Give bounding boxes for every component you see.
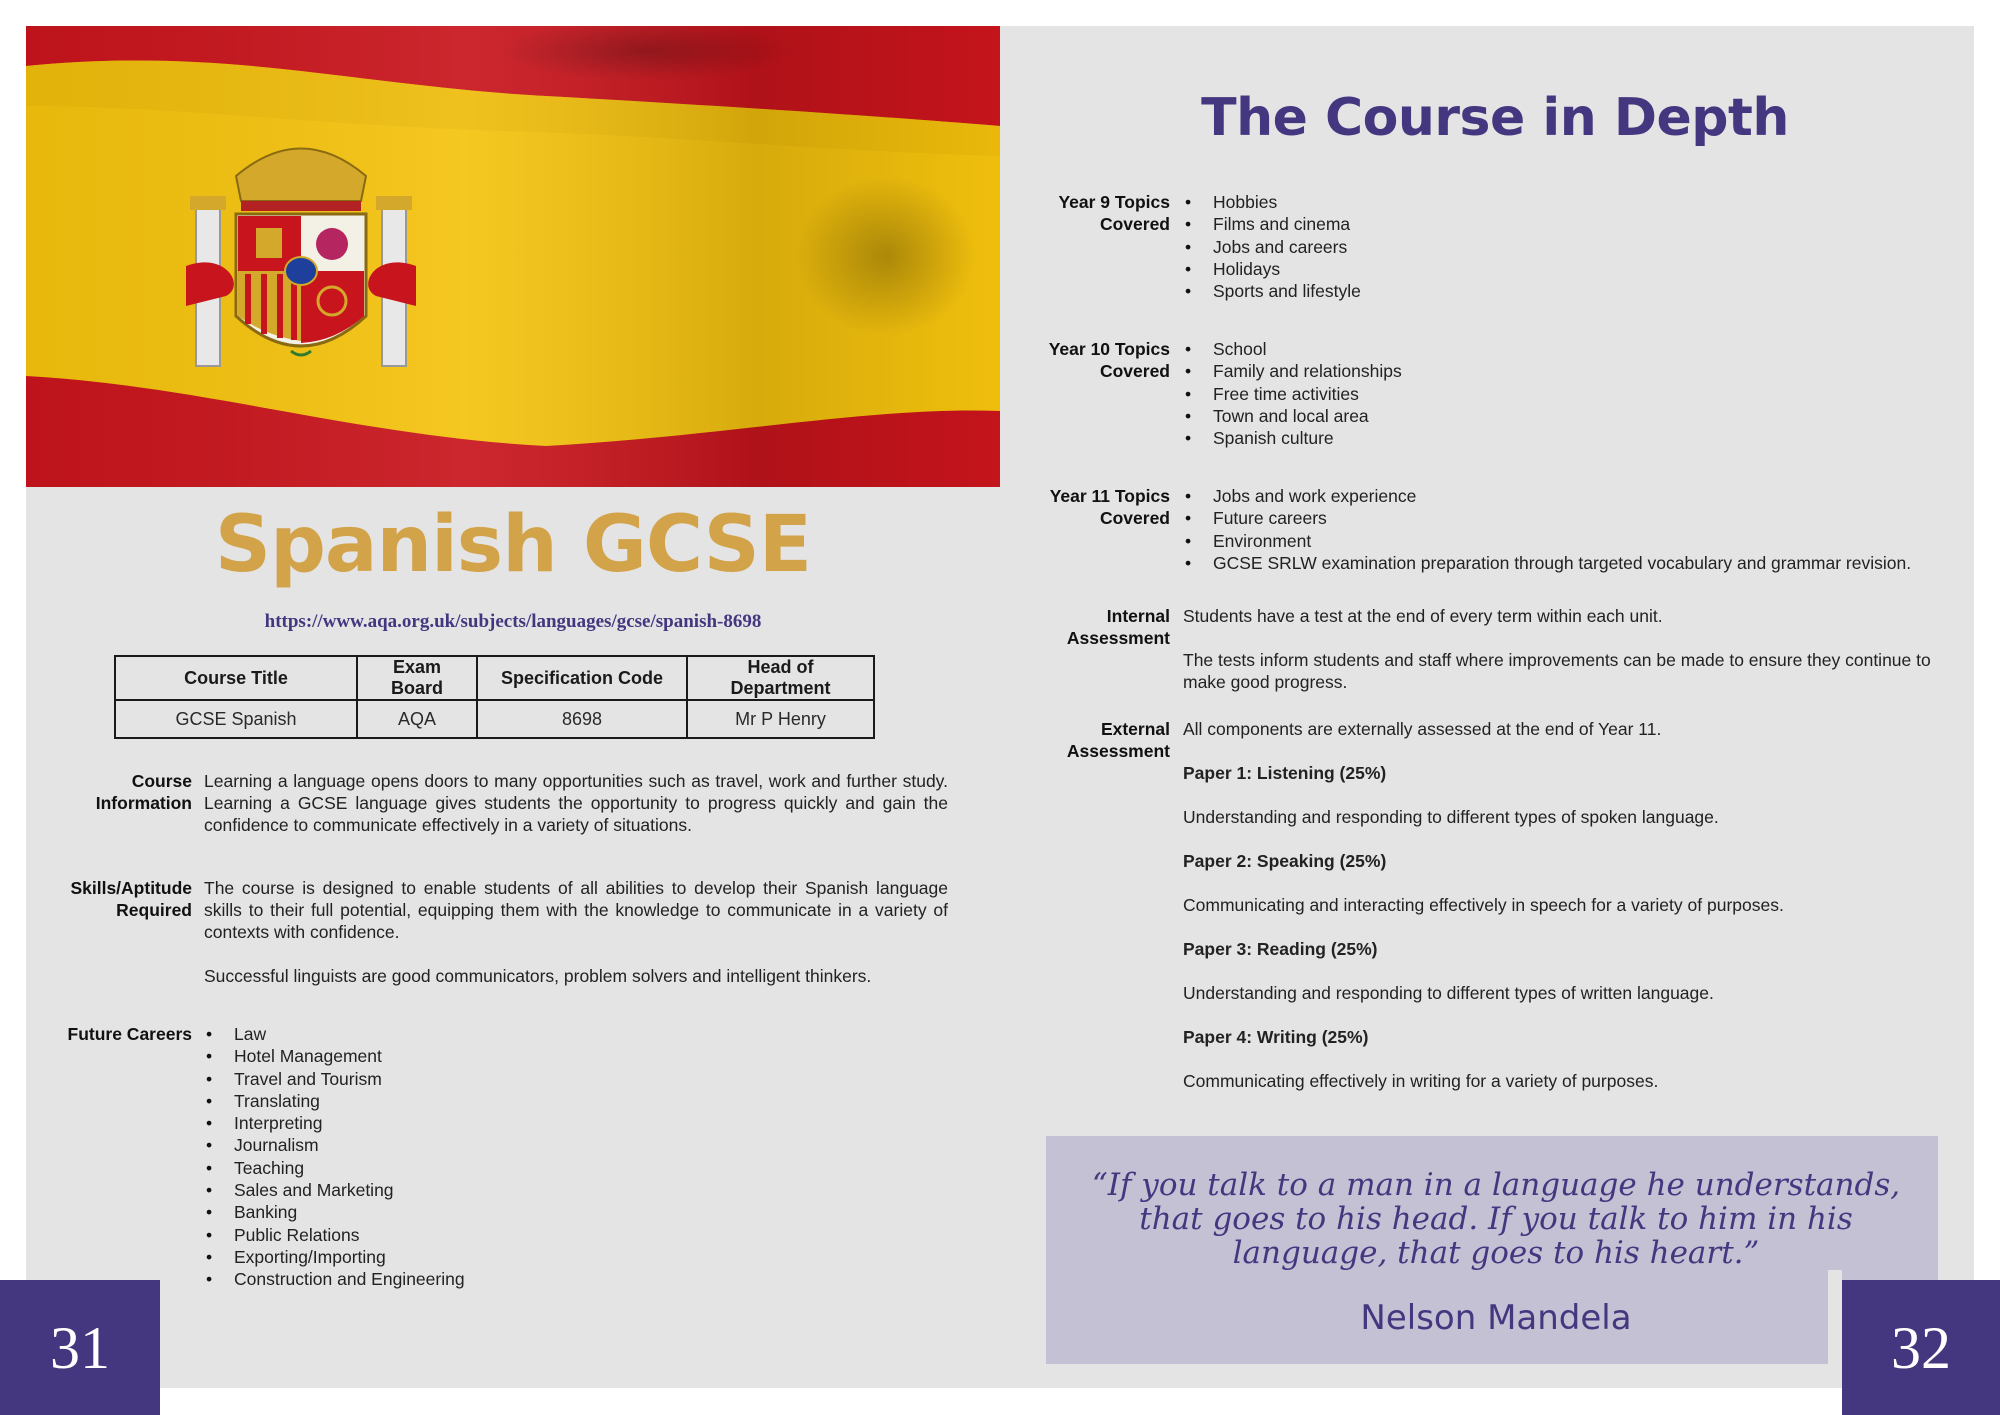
quote-line: that goes to his head. If you talk to him in his: [1139, 1201, 1853, 1237]
year9-topics-list: [1183, 191, 1963, 302]
label-line: Internal: [1106, 606, 1170, 626]
list-item: • Translating: [204, 1090, 704, 1112]
label-line: Year 9 Topics: [1058, 192, 1170, 212]
table-header: Specification Code: [477, 656, 687, 700]
course-information-label: [40, 770, 192, 814]
course-information-text: Learning a language opens doors to many opportunities such as travel, work and further study. Learning a GCSE language gives students the opportunity to progress quickly and gain the confidence to communicate effectively in a variety of situations.: [204, 771, 948, 835]
list-item: • Films and cinema: [1183, 213, 1963, 235]
careers-list: [204, 1023, 704, 1291]
paragraph: The tests inform students and staff where improvements can be made to ensure they continue to make good progress.: [1183, 650, 1931, 692]
quote-text: [1046, 1168, 1946, 1270]
table-cell: GCSE Spanish: [115, 700, 357, 738]
table-cell: AQA: [357, 700, 477, 738]
section-title: The Course in Depth: [1201, 88, 1789, 148]
label-line: Required: [116, 900, 192, 920]
paper-title: Paper 1: Listening (25%): [1183, 763, 1387, 783]
list-item: • School: [1183, 338, 1963, 360]
internal-assessment-label: [1030, 605, 1170, 649]
table-cell: 8698: [477, 700, 687, 738]
specification-link[interactable]: https://www.aqa.org.uk/subjects/languages/gcse/spanish-8698: [264, 611, 762, 632]
list-item: • Teaching: [204, 1157, 704, 1179]
future-careers-label: Future Careers: [67, 1024, 192, 1044]
paper-description: Communicating effectively in writing for a variety of purposes.: [1183, 1071, 1659, 1091]
list-item: • Future careers: [1183, 507, 1973, 529]
list-item: • Free time activities: [1183, 383, 1963, 405]
year10-topics-list: [1183, 338, 1963, 449]
paragraph: Successful linguists are good communicators, problem solvers and intelligent thinkers.: [204, 966, 872, 986]
quote-line: language, that goes to his heart.”: [1232, 1235, 1760, 1271]
page-title: Spanish GCSE: [214, 500, 812, 590]
list-item: • Jobs and work experience: [1183, 485, 1973, 507]
label-line: Skills/Aptitude: [70, 878, 192, 898]
list-item: • Jobs and careers: [1183, 236, 1963, 258]
quote-author: Nelson Mandela: [1360, 1298, 1632, 1338]
table-header: Course Title: [115, 656, 357, 700]
year9-label: [1030, 191, 1170, 235]
list-item: • Sales and Marketing: [204, 1179, 704, 1201]
label-line: Information: [95, 793, 192, 813]
year11-label: [1030, 485, 1170, 529]
list-item: • Holidays: [1183, 258, 1963, 280]
list-item: • Hobbies: [1183, 191, 1963, 213]
external-assessment-text: [1183, 718, 1935, 1092]
paragraph: All components are externally assessed at the end of Year 11.: [1183, 719, 1662, 739]
list-item: • Sports and lifestyle: [1183, 280, 1963, 302]
label-line: Assessment: [1066, 741, 1170, 761]
list-item: • Law: [204, 1023, 704, 1045]
table-header-row: [115, 656, 874, 700]
table-cell: Mr P Henry: [687, 700, 874, 738]
paper-description: Understanding and responding to different types of spoken language.: [1183, 807, 1719, 827]
paper-description: Understanding and responding to different types of written language.: [1183, 983, 1714, 1003]
page-number-right: 32: [1842, 1280, 2000, 1415]
label-line: Course: [131, 771, 192, 791]
table-header: Exam Board: [357, 656, 477, 700]
paper-title: Paper 3: Reading (25%): [1183, 939, 1378, 959]
paper-description: Communicating and interacting effectively in speech for a variety of purposes.: [1183, 895, 1784, 915]
list-item: • Travel and Tourism: [204, 1068, 704, 1090]
list-item: • Town and local area: [1183, 405, 1963, 427]
spanish-flag-icon: [26, 26, 1000, 487]
paper-title: Paper 2: Speaking (25%): [1183, 851, 1387, 871]
label-line: Covered: [1099, 361, 1170, 381]
year10-label: [1030, 338, 1170, 382]
label-line: Covered: [1099, 214, 1170, 234]
list-item: • Spanish culture: [1183, 427, 1963, 449]
list-item: • Interpreting: [204, 1112, 704, 1134]
list-item: • Journalism: [204, 1134, 704, 1156]
paper-title: Paper 4: Writing (25%): [1183, 1027, 1369, 1047]
list-item: • Hotel Management: [204, 1045, 704, 1067]
list-item: • Environment: [1183, 530, 1973, 552]
skills-label: [40, 877, 192, 921]
table-row: [115, 700, 874, 738]
table-header: Head of Department: [687, 656, 874, 700]
paragraph: The course is designed to enable students of all abilities to develop their Spanish language skills to their full potential, equipping them with the knowledge to communicate in a variety of contexts with confidence.: [204, 878, 948, 942]
list-item: • Construction and Engineering: [204, 1268, 704, 1290]
paragraph: Students have a test at the end of every term within each unit.: [1183, 606, 1663, 626]
external-assessment-label: [1030, 718, 1170, 762]
label-line: Year 11 Topics: [1049, 486, 1170, 506]
list-item: • Public Relations: [204, 1224, 704, 1246]
internal-assessment-text: [1183, 605, 1935, 693]
quote-line: “If you talk to a man in a language he understands,: [1091, 1167, 1901, 1203]
list-item: • Banking: [204, 1201, 704, 1223]
label-line: External: [1100, 719, 1170, 739]
label-line: Year 10 Topics: [1048, 339, 1170, 359]
list-item: • Family and relationships: [1183, 360, 1963, 382]
page-number-left: 31: [0, 1280, 160, 1415]
list-item: • Exporting/Importing: [204, 1246, 704, 1268]
list-item: • GCSE SRLW examination preparation through targeted vocabulary and grammar revision.: [1183, 552, 1973, 574]
label-line: Assessment: [1066, 628, 1170, 648]
skills-text: [204, 877, 948, 987]
course-summary-table: [114, 655, 875, 739]
label-line: Covered: [1099, 508, 1170, 528]
year11-topics-list: [1183, 485, 1973, 574]
